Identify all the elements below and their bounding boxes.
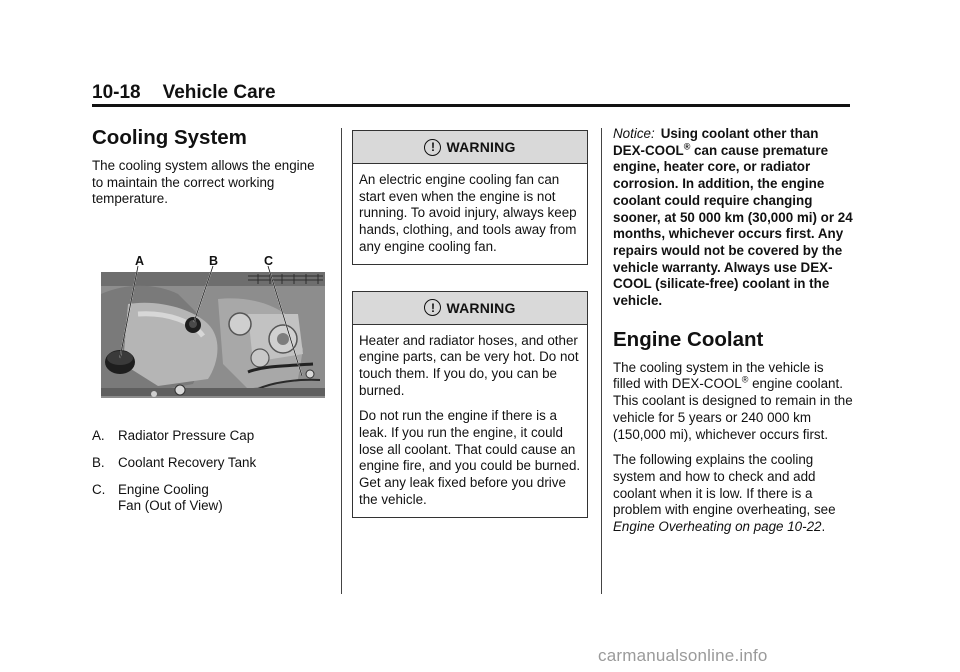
warning-paragraph: An electric engine cooling fan can start even when the engine is not running. To avoid injury, always keep hands, clothing, and tools away from any engine cooling fan.: [359, 172, 577, 254]
column-1: [92, 126, 328, 525]
page-number: 10-18: [92, 82, 141, 103]
warning-box-hot-parts: [352, 291, 588, 518]
engine-coolant-paragraph-2: The following explains the cooling system and how to check and add coolant when it is low. If there is a problem with engine overheating, see Engine Overheating on page 10-22.: [613, 452, 836, 535]
warning-header: [353, 131, 587, 164]
engine-coolant-paragraph-1: The cooling system in the vehicle is filled with DEX-COOL® engine coolant. This coolant is designed to remain in the vehicle for 5 years or 240 000 km (150,000 mi), whichever occurs first.: [613, 359, 853, 442]
cooling-system-intro: The cooling system allows the engine to maintain the correct working temperature.: [92, 158, 315, 207]
column-2: [352, 130, 590, 544]
site-watermark: carmanualsonline.info: [598, 646, 768, 665]
column-3: [613, 126, 853, 536]
engine-overheating-link[interactable]: Engine Overheating on page 10-22: [613, 519, 822, 535]
engine-compartment-figure: [98, 254, 326, 400]
column-divider: [341, 128, 342, 594]
warning-title: WARNING: [446, 299, 516, 316]
notice-label: Notice:: [613, 126, 655, 141]
page-header: [92, 82, 850, 108]
header-rule: [92, 104, 850, 107]
legend-item-b: B. Coolant Recovery Tank: [92, 454, 257, 470]
warning-header: [353, 292, 587, 325]
coolant-notice: Notice: Using coolant other than DEX-COOL® can cause premature engine, heater core, or radiator corrosion. In addition, the engine coolant could require changing sooner, at 50 000 km (30,000 mi) or 24 months, whichever occurs first. Any repairs would not be covered by the vehicle warranty. Always use DEX-COOL (silicate-free) coolant in the vehicle.: [613, 126, 853, 309]
warning-title: WARNING: [446, 139, 516, 155]
warning-circle-icon: !: [424, 299, 441, 316]
warning-circle-icon: !: [424, 139, 441, 156]
figure-legend: [92, 428, 328, 515]
figure-label-b: B: [209, 254, 219, 269]
column-divider: [601, 128, 602, 594]
section-title: Vehicle Care: [162, 82, 276, 103]
figure-label-a: A: [135, 254, 145, 269]
warning-paragraph: Do not run the engine if there is a leak. If you run the engine, it could lose all coolant. That could cause an engine fire, and you could be burned. Get any leak fixed before you drive the vehicle.: [359, 408, 581, 507]
engine-coolant-heading: Engine Coolant: [613, 327, 764, 351]
warning-box-fan: [352, 130, 588, 265]
warning-body: [353, 325, 587, 517]
cooling-system-heading: Cooling System: [92, 126, 247, 149]
engine-illustration: [98, 254, 326, 400]
figure-label-c: C: [264, 254, 274, 269]
legend-item-c: C. Engine Cooling Fan (Out of View): [92, 481, 223, 514]
warning-body: [353, 164, 587, 264]
legend-item-a: A. Radiator Pressure Cap: [92, 428, 255, 444]
warning-paragraph: Heater and radiator hoses, and other engine parts, can be very hot. Do not touch them. If you do, you can be burned.: [359, 332, 579, 398]
